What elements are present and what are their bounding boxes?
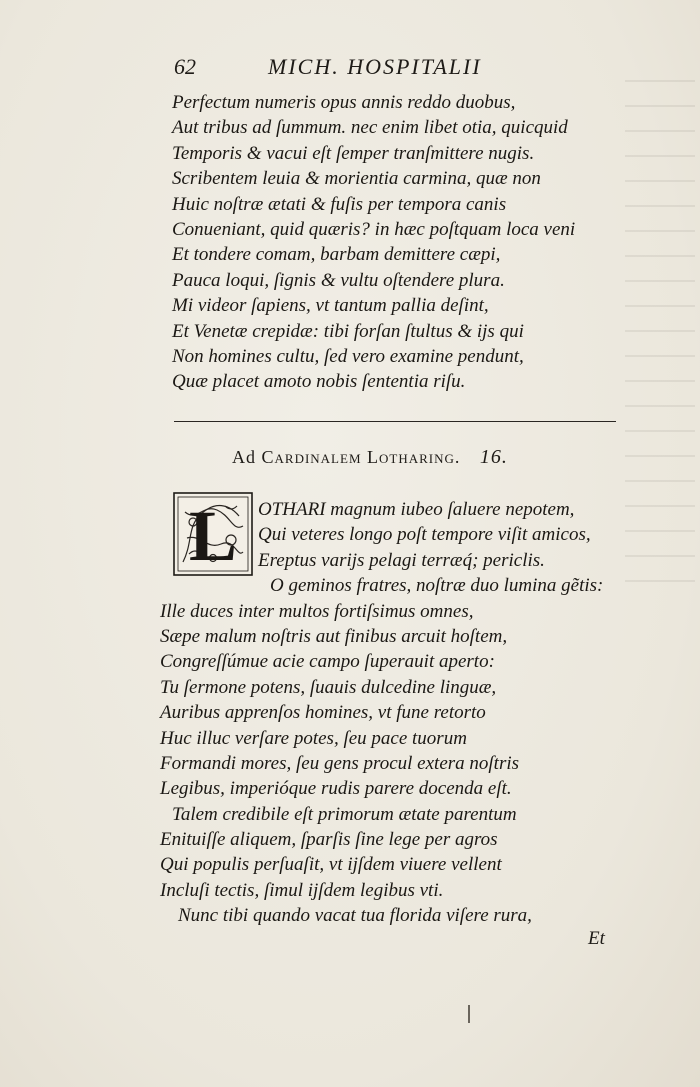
verse-line: Perfectum numeris opus annis reddo duobus, — [172, 92, 516, 113]
verse-line: Qui veteres longo poſt tempore viſit amicos, — [258, 524, 591, 546]
verse-block-top — [172, 90, 575, 395]
poem-number: 16. — [479, 446, 508, 468]
verse-line: Enituiſſe aliquem, ſparſis ſine lege per agros — [160, 829, 498, 851]
verse-line: Ereptus varijs pelagi terræq́; periclis. — [258, 549, 545, 571]
verse-line: Mi videor ſapiens, vt tantum pallia deſint, — [172, 295, 489, 317]
running-title: MICH. HOSPITALII — [268, 54, 482, 79]
verse-line: Talem credibile eſt primorum ætate parentum — [172, 803, 517, 825]
section-divider — [174, 421, 616, 422]
verse-line: Formandi mores, ſeu gens procul extera noſtris — [160, 752, 520, 774]
verse-line: Nunc tibi quando vacat tua florida viſere rura, — [178, 905, 532, 927]
verse-line: Temporis & vacui eſt ſemper tranſmittere nugis. — [172, 142, 535, 164]
verse-line: Congreſſúmue acie campo ſuperauit aperto: — [160, 651, 495, 673]
verse-line: Huc illuc verſare potes, ſeu pace tuorum — [160, 727, 467, 749]
verse-line: Qui populis perſuaſit, vt ijſdem viuere vellent — [160, 854, 502, 876]
verse-line: Legibus, imperióque rudis parere docenda eſt. — [160, 778, 512, 800]
verse-line: Incluſi tectis, ſimul ijſdem legibus vti. — [160, 879, 444, 901]
page-header — [0, 54, 700, 84]
verse-line: Tu ſermone potens, ſuauis dulcedine linguæ, — [160, 676, 497, 698]
verse-line: O geminos fratres, noſtræ duo lumina gẽtis: — [270, 575, 604, 597]
verse-line: Conueniant, quid quæris? in hæc poſtquam loca veni — [172, 218, 576, 240]
verse-line: Aut tribus ad ſummum. nec enim libet otia, quicquid — [172, 117, 568, 139]
catchword: Et — [588, 928, 605, 949]
verse-line: Et Venetæ crepidæ: tibi forſan ſtultus & ijs qui — [172, 320, 524, 342]
print-mark — [468, 1005, 470, 1023]
verse-block-bottom — [160, 497, 603, 929]
page-number: 62 — [174, 54, 196, 79]
verse-line: Huic noſtræ ætati & fuſis per tempora canis — [172, 193, 507, 215]
verse-line: Auribus apprenſos homines, vt fune retorto — [160, 702, 486, 724]
verse-line: Quæ placet amoto nobis ſententia riſu. — [172, 371, 466, 393]
dropcap-letter: L — [188, 496, 238, 576]
verse-line: Et tondere comam, barbam demittere cæpi, — [172, 244, 501, 266]
verse-line: Pauca loqui, ſignis & vultu oſtendere plura. — [172, 269, 505, 291]
verse-line: Ille duces inter multos fortiſsimus omnes, — [160, 600, 474, 622]
heading-name: Cardinalem Lotharing. — [261, 447, 461, 467]
heading-prefix: Ad — [232, 447, 256, 467]
verse-line: Non homines cultu, ſed vero examine pendunt, — [172, 345, 524, 367]
verse-line: Scribentem leuia & morientia carmina, quæ non — [172, 168, 541, 190]
poem-heading — [232, 446, 508, 472]
show-through — [625, 70, 695, 590]
verse-line: OTHARI magnum iubeo ſaluere nepotem, — [258, 499, 575, 520]
verse-line: Sæpe malum noſtris aut finibus arcuit hoſtem, — [160, 625, 508, 647]
